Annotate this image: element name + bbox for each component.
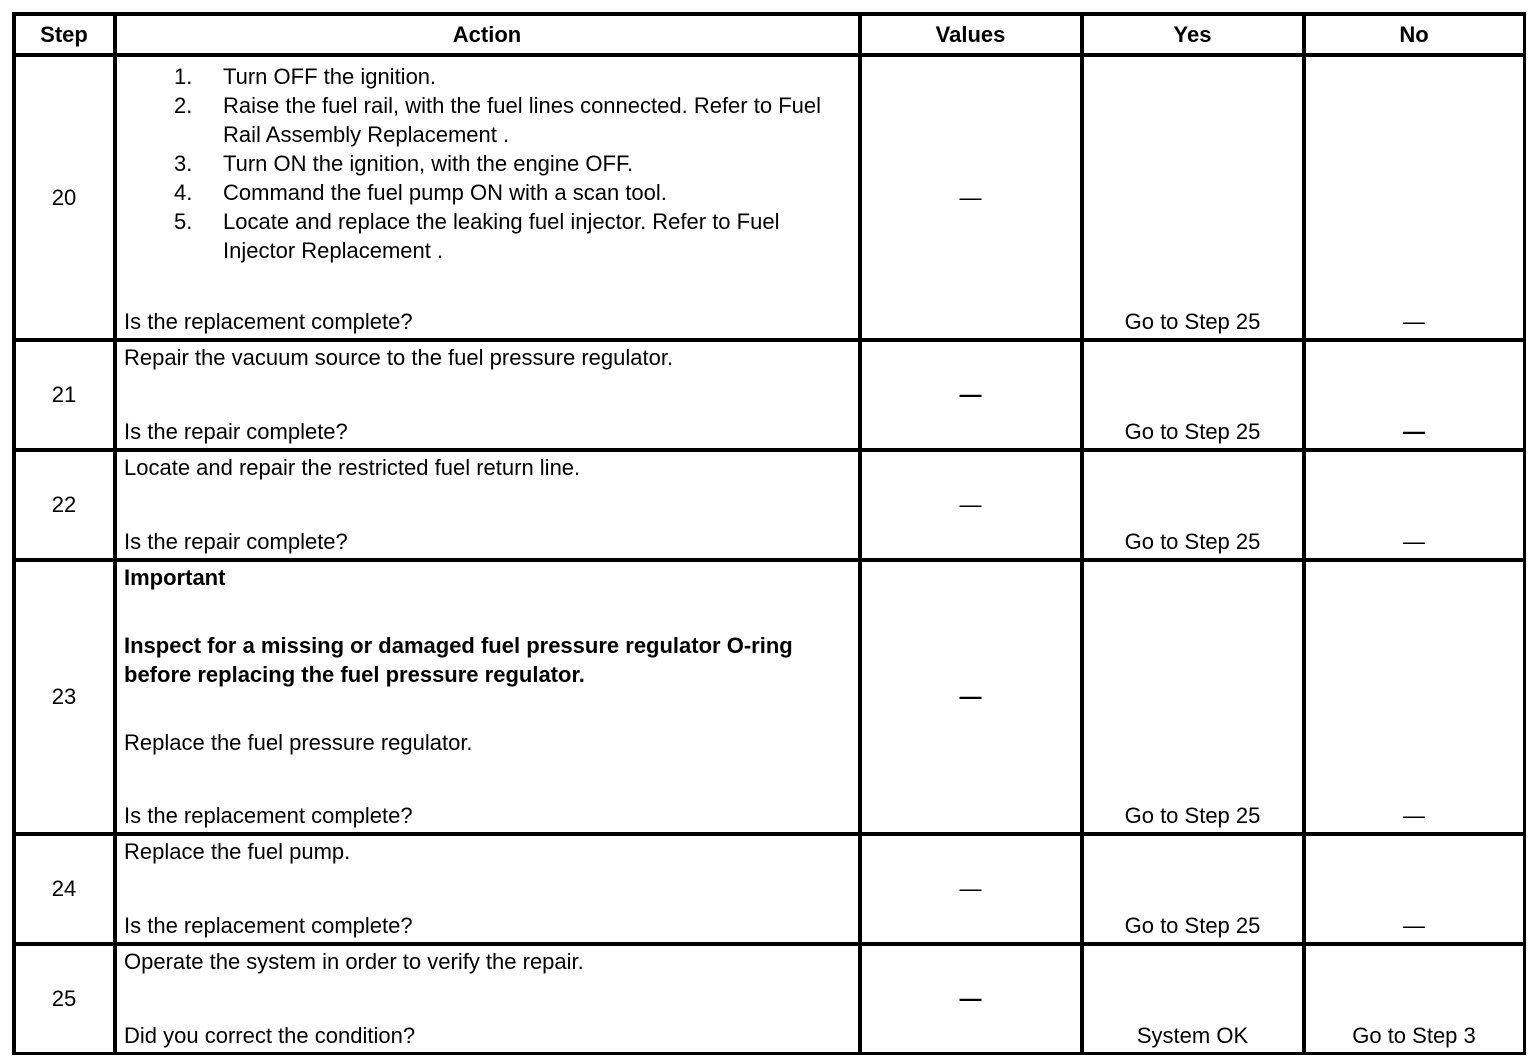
step-number: 22 — [15, 451, 116, 561]
step-number: 25 — [15, 945, 116, 1055]
important-note: Inspect for a missing or damaged fuel pressure regulator O-ring before replacing the fuel pressure regulator. — [124, 633, 793, 687]
action-question: Is the replacement complete? — [124, 913, 413, 938]
action-cell — [116, 451, 861, 561]
values-dash: — — [959, 684, 982, 709]
header-values: Values — [861, 15, 1083, 56]
yes-cell: Go to Step 25 — [1083, 561, 1305, 835]
action-cell — [116, 561, 861, 835]
yes-cell: System OK — [1083, 945, 1305, 1055]
table-row — [15, 561, 1526, 835]
values-cell — [861, 341, 1083, 451]
no-cell: — — [1305, 561, 1526, 835]
action-text: Operate the system in order to verify the repair. — [124, 949, 584, 974]
yes-cell: Go to Step 25 — [1083, 451, 1305, 561]
header-no: No — [1305, 15, 1526, 56]
yes-cell: Go to Step 25 — [1083, 835, 1305, 945]
header-action: Action — [116, 15, 861, 56]
no-cell: — — [1305, 451, 1526, 561]
action-cell — [116, 835, 861, 945]
action-cell — [116, 945, 861, 1055]
header-yes: Yes — [1083, 15, 1305, 56]
no-cell: — — [1305, 835, 1526, 945]
list-item: 1. Turn OFF the ignition. — [174, 64, 437, 89]
action-question: Did you correct the condition? — [124, 1023, 416, 1048]
table-row — [15, 451, 1526, 561]
table-row — [15, 56, 1526, 341]
action-text: Locate and repair the restricted fuel return line. — [124, 455, 581, 480]
action-steps-list — [124, 62, 850, 265]
list-item: 3. Turn ON the ignition, with the engine OFF. — [174, 151, 634, 176]
action-question: Is the repair complete? — [124, 529, 348, 554]
step-number: 21 — [15, 341, 116, 451]
action-question: Is the replacement complete? — [124, 803, 413, 828]
header-row — [15, 15, 1526, 56]
action-text: Replace the fuel pressure regulator. — [124, 730, 473, 755]
values-cell — [861, 945, 1083, 1055]
yes-cell: Go to Step 25 — [1083, 56, 1305, 341]
list-item: 5. Locate and replace the leaking fuel injector. Refer to Fuel Injector Replacement . — [174, 209, 780, 263]
list-item: 2. Raise the fuel rail, with the fuel lines connected. Refer to Fuel Rail Assembly Replacement . — [174, 93, 821, 147]
no-cell: Go to Step 3 — [1305, 945, 1526, 1055]
values-dash: — — [959, 184, 982, 210]
table-row — [15, 835, 1526, 945]
header-step: Step — [15, 15, 116, 56]
values-dash: — — [959, 876, 982, 901]
step-number: 24 — [15, 835, 116, 945]
values-cell — [861, 451, 1083, 561]
values-cell — [861, 561, 1083, 835]
values-dash: — — [959, 986, 982, 1011]
values-dash: — — [959, 492, 982, 517]
diagnostic-table — [12, 12, 1526, 1055]
action-cell — [116, 56, 861, 341]
step-number: 20 — [15, 56, 116, 341]
no-cell: — — [1305, 56, 1526, 341]
action-text: Repair the vacuum source to the fuel pressure regulator. — [124, 345, 674, 370]
action-question: Is the replacement complete? — [124, 309, 413, 334]
values-dash: — — [959, 382, 982, 407]
action-cell — [116, 341, 861, 451]
yes-cell: Go to Step 25 — [1083, 341, 1305, 451]
important-label: Important — [124, 565, 226, 590]
action-text: Replace the fuel pump. — [124, 839, 351, 864]
list-item: 4. Command the fuel pump ON with a scan tool. — [174, 180, 667, 205]
values-cell — [861, 835, 1083, 945]
action-question: Is the repair complete? — [124, 419, 348, 444]
values-cell — [861, 56, 1083, 341]
table-row — [15, 945, 1526, 1055]
table-row — [15, 341, 1526, 451]
no-cell: — — [1305, 341, 1526, 451]
step-number: 23 — [15, 561, 116, 835]
